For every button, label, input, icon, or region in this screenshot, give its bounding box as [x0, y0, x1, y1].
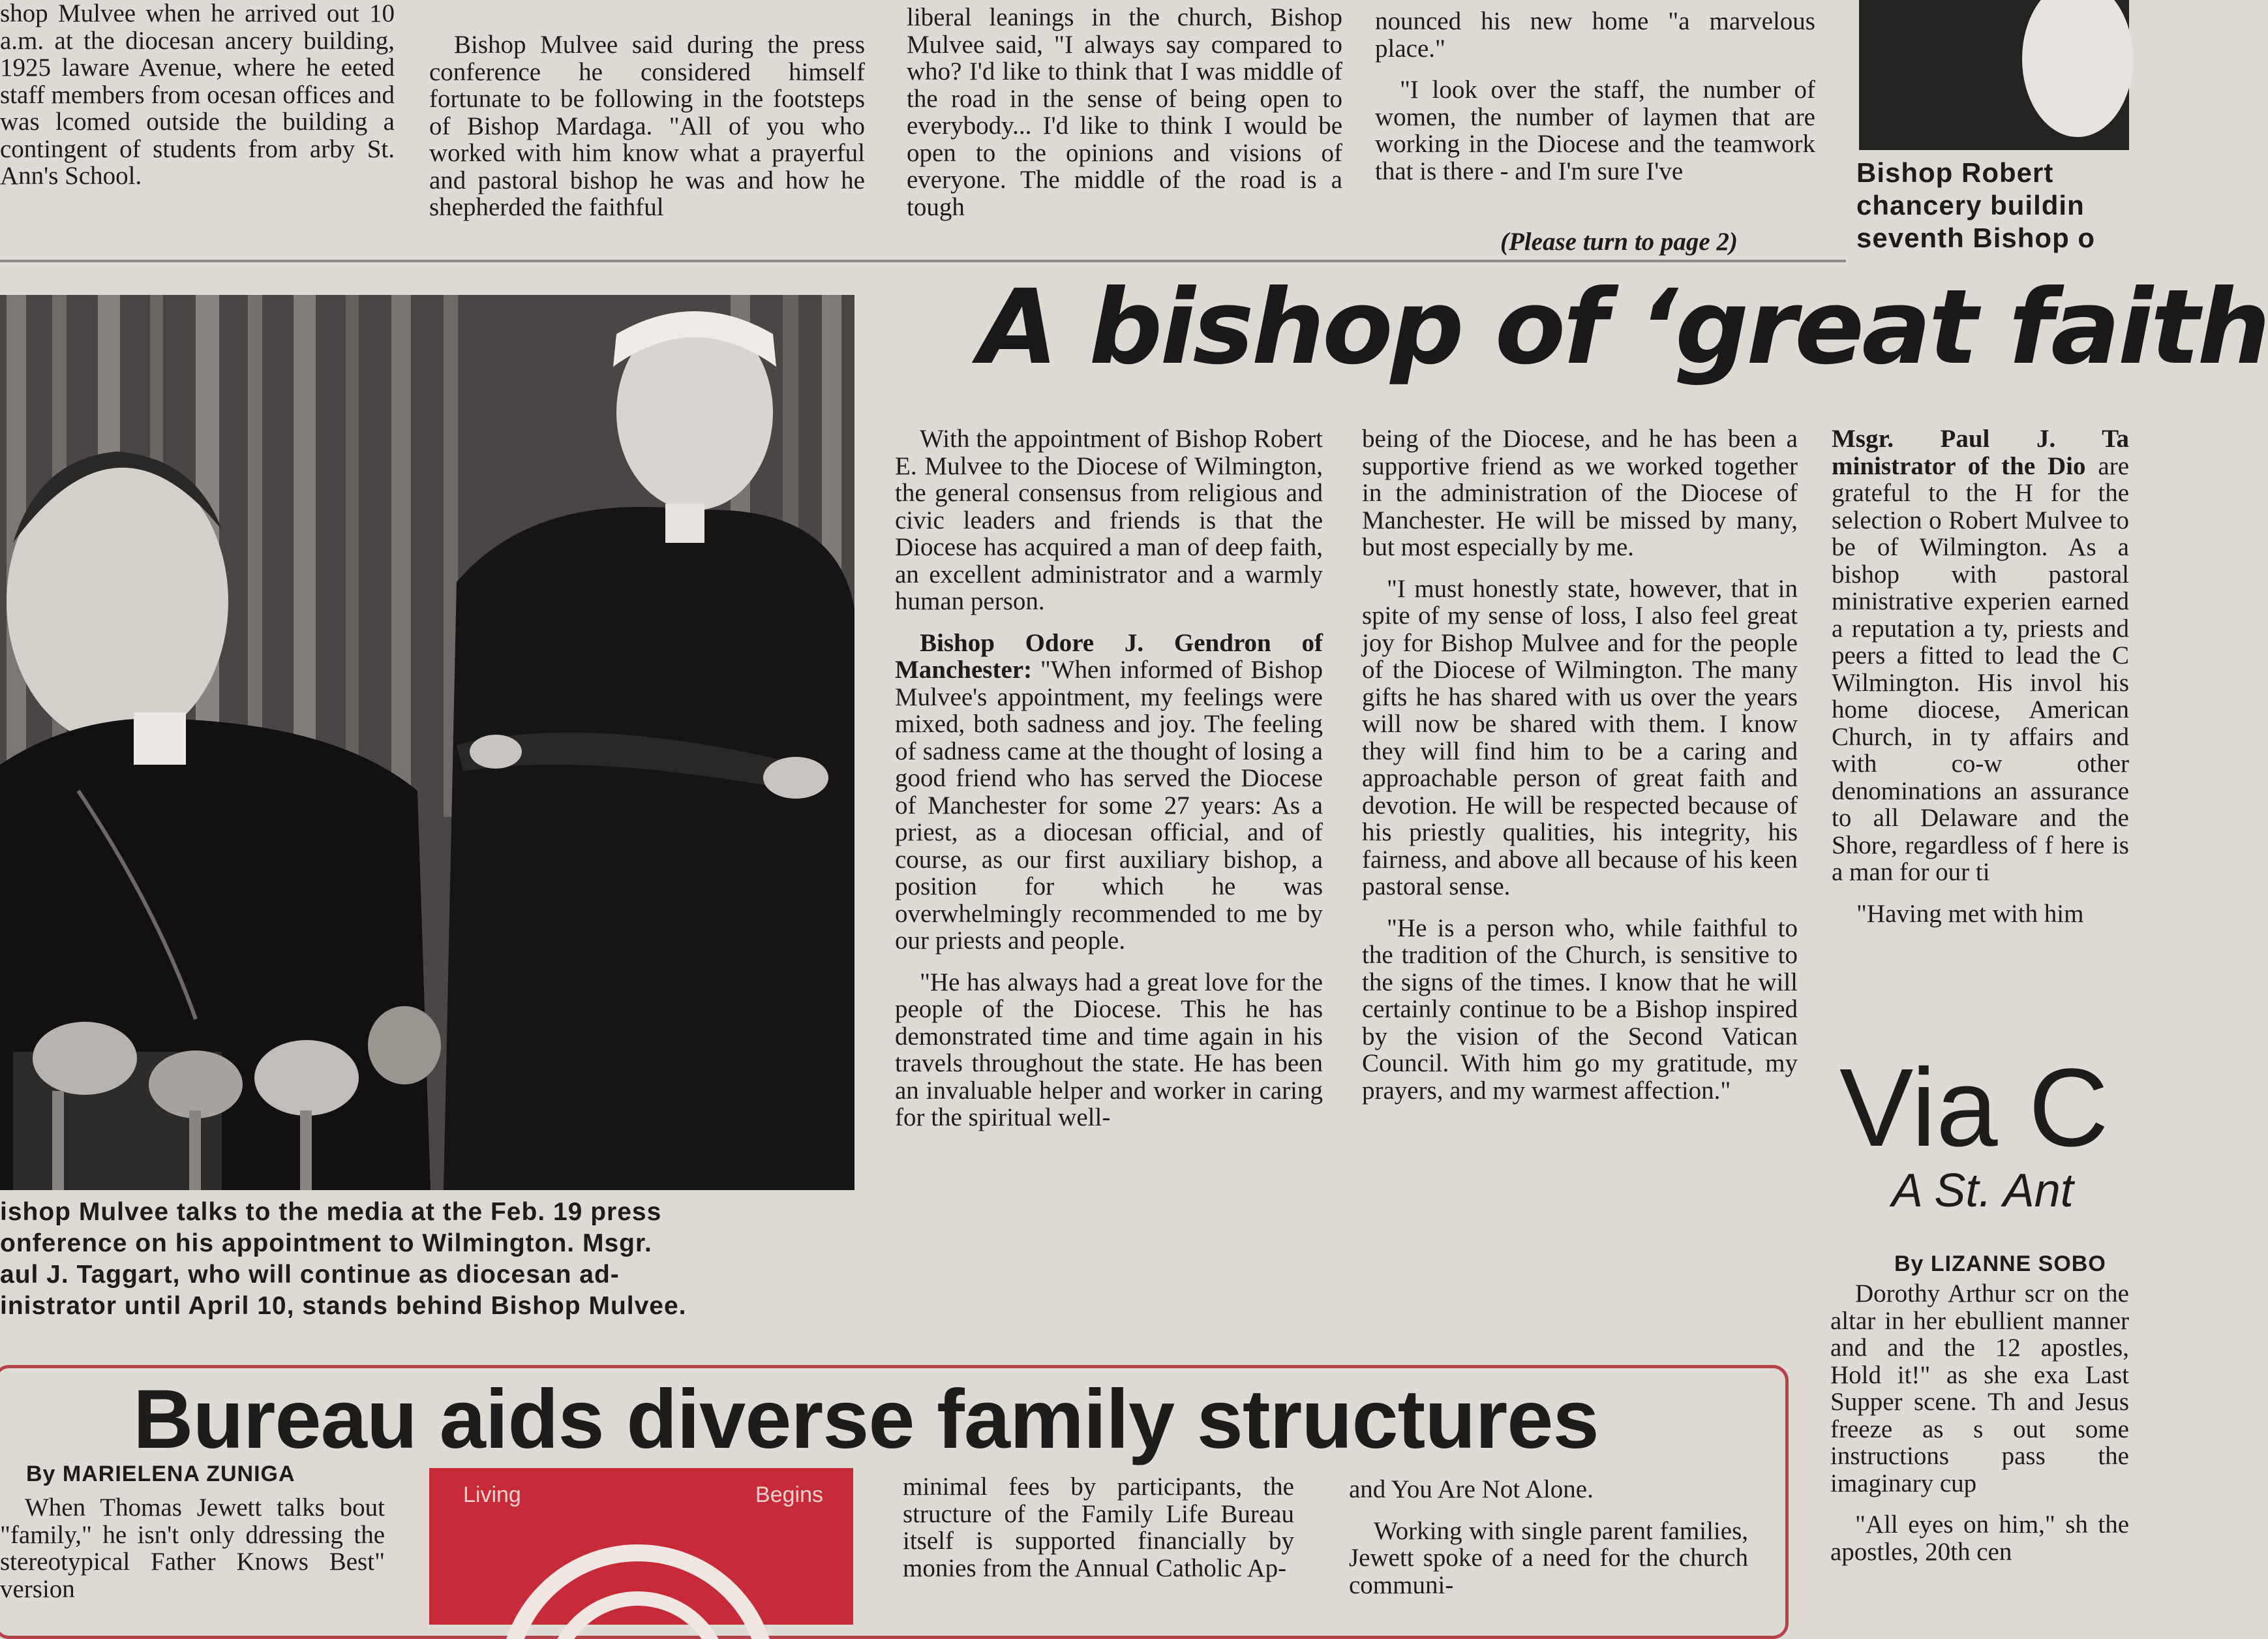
top-story-column-3	[907, 4, 1342, 247]
main-story-column-c	[1832, 425, 2129, 1026]
living-begins-promo	[429, 1468, 853, 1625]
taggart-text: are grateful to the H for the selection o Robert Mulvee to be of Wilmington. As a bishop with pastoral ministrative experien earned a reputation a ty, priests and peers a fitted to lead the C Wilmington. His invol his home diocese, American Church, in ty affairs and with co-w other denominations an assurance to all Delaware and the Shore, regardless of f here is a man for our ti	[1832, 452, 2129, 886]
bureau-col3-p1: and You Are Not Alone.	[1349, 1475, 1594, 1503]
portrait-caption: Bishop Robert chancery buildin seventh Bishop o	[1856, 157, 2096, 253]
msgr-taggart-body	[444, 507, 854, 1190]
main-story-col-b-p2: "I must honestly state, however, that in spite of my sense of loss, I also feel great joy for Bishop Mulvee and for the people of the Diocese of Wilmington. The many gifts he has shared with us over the years will now be shared with them. I know they will find him to be a caring and approachable person of great faith and devotion. He will be respected because of his priestly qualities, his integrity, his fairness, and above all because of his keen pastoral sense.	[1362, 574, 1798, 900]
taggart-paragraph-2: "Having met with him	[1856, 899, 2084, 928]
taggart-lead: Msgr. Paul J. Ta ministrator of the Dio	[1832, 425, 2129, 480]
top-story-col4-p2: "I look over the staff, the number of women, the number of laymen that are working in the Diocese and the teamwork that is there - and I'm sure I've	[1375, 76, 1815, 185]
bureau-story-column-1	[0, 1493, 385, 1603]
top-story-col2-text: Bishop Mulvee said during the press conference he considered himself fortunate to be following in the footsteps of Bishop Mardaga. "All of you who worked with him know what a prayerful and pastoral bishop he was and how he shepherded the faithful	[429, 31, 865, 221]
press-conference-illustration	[0, 295, 854, 1190]
top-story-column-1	[0, 0, 395, 243]
section-divider-top	[0, 260, 1846, 262]
gendron-quote-text: "When informed of Bishop Mulvee's appointment, my feelings were mixed, both sadness and joy. The feeling of sadness came at the thought of losing a good friend who has served the Diocese of Manchester for some 27 years: As a priest, as a diocesan official, and of course, as our first auxiliary bishop, a position for which he was overwhelmingly recommended to me by our priests and people.	[895, 656, 1323, 955]
promo-begins-label: Begins	[755, 1482, 823, 1507]
top-story-col3-text: liberal leanings in the church, Bishop Mulvee said, "I always say compared to who? I'd like to think that I was middle of the road in the sense of being open to everybody... I'd like to think I would be open to the opinions and visions of everyone. The middle of the road is a tough	[907, 3, 1342, 221]
continued-on-page-2: (Please turn to page 2)	[1500, 228, 1738, 256]
bureau-story-column-3	[1349, 1476, 1748, 1597]
via-story-body	[1830, 1280, 2129, 1597]
main-story-col-b-p1: being of the Diocese, and he has been a supportive friend as we worked together in the administration of the Diocese of Manchester. He will be missed by many, but most especially by me.	[1362, 425, 1798, 561]
top-story-col1-text: shop Mulvee when he arrived out 10 a.m. at the diocesan ancery building, 1925 laware Avenue, where he eeted staff members from ocesan offices and was lcomed outside the building a contingent of students from arby St. Ann's School.	[0, 0, 395, 190]
main-story-column-a	[895, 425, 1323, 1339]
top-story-col4-p1: nounced his new home "a marvelous place."	[1375, 7, 1815, 63]
gendron-lead: Bishop Odore J. Gendron of Manchester:	[895, 628, 1323, 684]
gendron-quote-paragraph-2: "He has always had a great love for the people of the Diocese. This he has demonstrated time and time again in his travels throughout the state. He has been an invaluable helper and worker in caring for the spiritual well-	[895, 968, 1323, 1131]
promo-living-label: Living	[463, 1482, 521, 1507]
top-story-column-4	[1375, 8, 1815, 223]
bureau-col3-p2: Working with single parent families, Jewett spoke of a need for the church communi-	[1349, 1516, 1748, 1599]
via-story-p2: "All eyes on him," sh the apostles, 20th cen	[1830, 1510, 2129, 1566]
gendron-quote-paragraph	[895, 630, 1323, 955]
top-story-column-2	[429, 31, 865, 247]
photo-caption: ishop Mulvee talks to the media at the Feb. 19 press onference on his appointment to Wilmington. Msgr. aul J. Taggart, who will continue as diocesan ad- inistrator until April 10, stands behind Bishop Mulvee.	[0, 1198, 687, 1320]
taggart-paragraph	[1832, 425, 2129, 886]
bureau-story-column-2	[903, 1473, 1294, 1597]
press-conference-photo	[0, 295, 854, 1190]
via-subheadline: A St. Ant	[1892, 1165, 2074, 1217]
main-story-column-b	[1362, 425, 1798, 1339]
bureau-col2-text: minimal fees by participants, the structure of the Family Life Bureau itself is supported financially by monies from the Annual Catholic Ap-	[903, 1473, 1294, 1582]
via-byline: By LIZANNE SOBO	[1894, 1251, 2106, 1276]
via-story-p1: Dorothy Arthur scr on the altar in her ebullient manner and and the 12 apostles, Hold it!" as she exa Last Supper scene. Th and Jesus freeze as s out some instructions pass the imaginary cup	[1830, 1279, 2129, 1497]
bureau-headline: Bureau aids diverse family structures	[133, 1373, 1599, 1466]
main-headline: A bishop of ‘great faith	[978, 268, 2268, 388]
bureau-col1-text: When Thomas Jewett talks bout "family," he isn't only ddressing the stereotypical Father Knows Best" version	[0, 1493, 385, 1603]
main-story-col-b-p3: "He is a person who, while faithful to the tradition of the Church, is sensitive to the signs of the times. I know that he will certainly continue to be a Bishop inspired by the vision of the Second Vatican Council. With him go my gratitude, my prayers, and my warmest affection."	[1362, 913, 1798, 1105]
bureau-byline: By MARIELENA ZUNIGA	[26, 1462, 295, 1486]
main-story-intro: With the appointment of Bishop Robert E. Mulvee to the Diocese of Wilmington, the general consensus from religious and civic leaders and friends is that the Diocese has acquired a man of deep faith, an excellent administrator and a warmly human person.	[895, 425, 1323, 615]
via-headline: Via C	[1839, 1046, 2109, 1170]
promo-circle-graphic	[429, 1468, 853, 1625]
portrait-face-highlight	[2022, 0, 2133, 137]
portrait-photo	[1859, 0, 2129, 150]
